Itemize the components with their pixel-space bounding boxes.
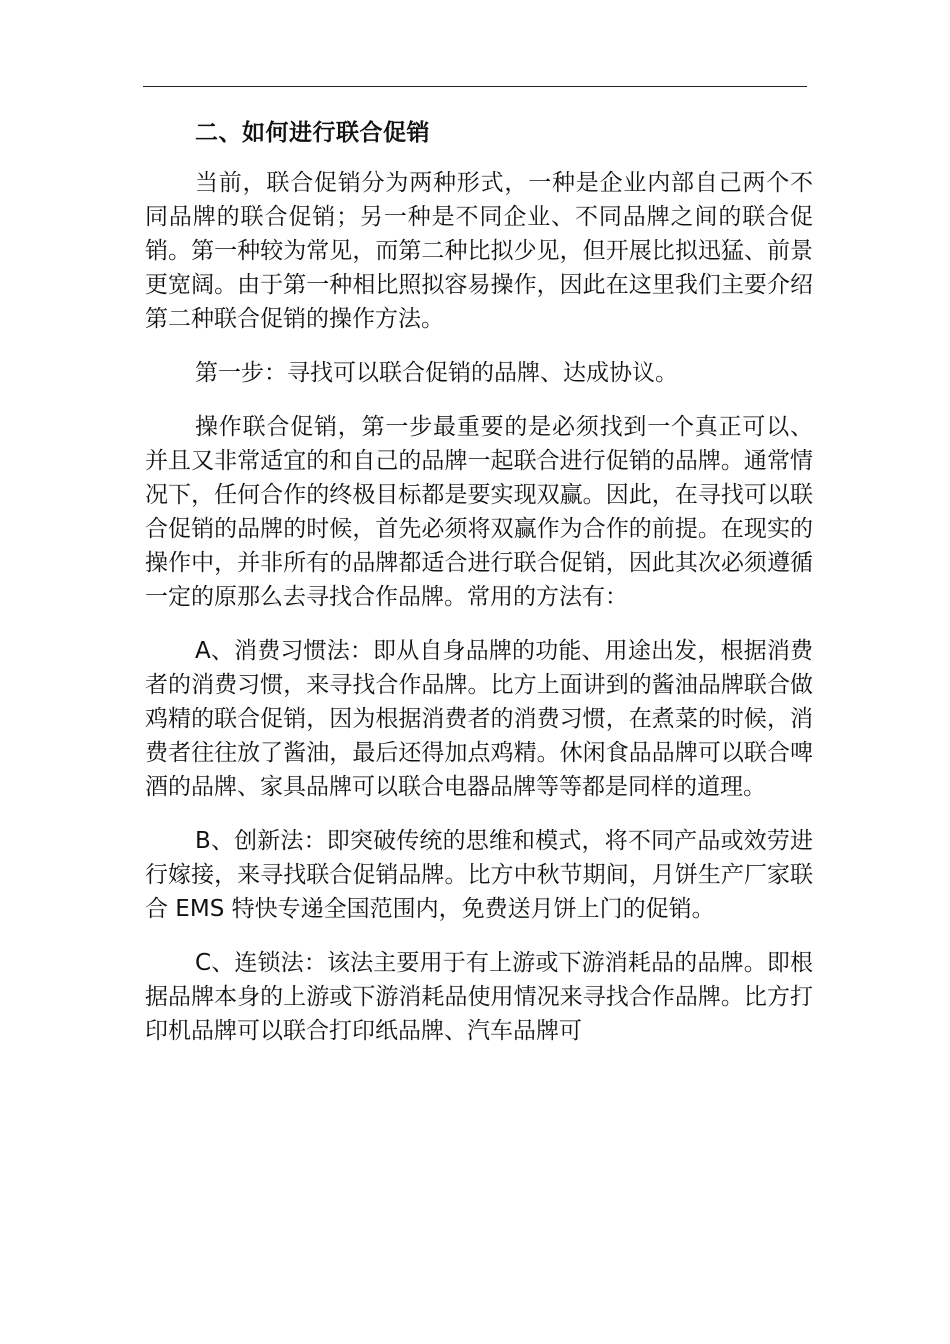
paragraph-method-a: A、消费习惯法：即从自身品牌的功能、用途出发，根据消费者的消费习惯，来寻找合作品牌。比方上面讲到的酱油品牌联合做鸡精的联合促销，因为根据消费者的消费习惯，在煮菜的时候，消费者往往放了酱油，最后还得加点鸡精。休闲食品品牌可以联合啤酒的品牌、家具品牌可以联合电器品牌等等都是同样的道理。 — [145, 638, 813, 800]
paragraph-intro: 当前，联合促销分为两种形式，一种是企业内部自己两个不同品牌的联合促销；另一种是不同企业、不同品牌之间的联合促销。第一种较为常见，而第二种比拟少见，但开展比拟迅猛、前景更宽阔。由于第一种相比照拟容易操作，因此在这里我们主要介绍第二种联合促销的操作方法。 — [145, 170, 813, 332]
paragraph-step-one-detail: 操作联合促销，第一步最重要的是必须找到一个真正可以、并且又非常适宜的和自己的品牌一起联合进行促销的品牌。通常情况下，任何合作的终极目标都是要实现双赢。因此，在寻找可以联合促销的品牌的时候，首先必须将双赢作为合作的前提。在现实的操作中，并非所有的品牌都适合进行联合促销，因此其次必须遵循一定的原那么去寻找合作品牌。常用的方法有： — [145, 414, 813, 610]
paragraph-step-one: 第一步：寻找可以联合促销的品牌、达成协议。 — [195, 360, 678, 386]
paragraph-method-c: C、连锁法：该法主要用于有上游或下游消耗品的品牌。即根据品牌本身的上游或下游消耗品使用情况来寻找合作品牌。比方打印机品牌可以联合打印纸品牌、汽车品牌可 — [145, 950, 813, 1044]
paragraph-method-b: B、创新法：即突破传统的思维和模式，将不同产品或效劳进行嫁接，来寻找联合促销品牌。比方中秋节期间，月饼生产厂家联合 EMS 特快专递全国范围内，免费送月饼上门的促销。 — [145, 828, 813, 922]
section-heading: 二、如何进行联合促销 — [195, 120, 430, 146]
header-rule — [143, 86, 807, 87]
document-body — [145, 112, 813, 1068]
